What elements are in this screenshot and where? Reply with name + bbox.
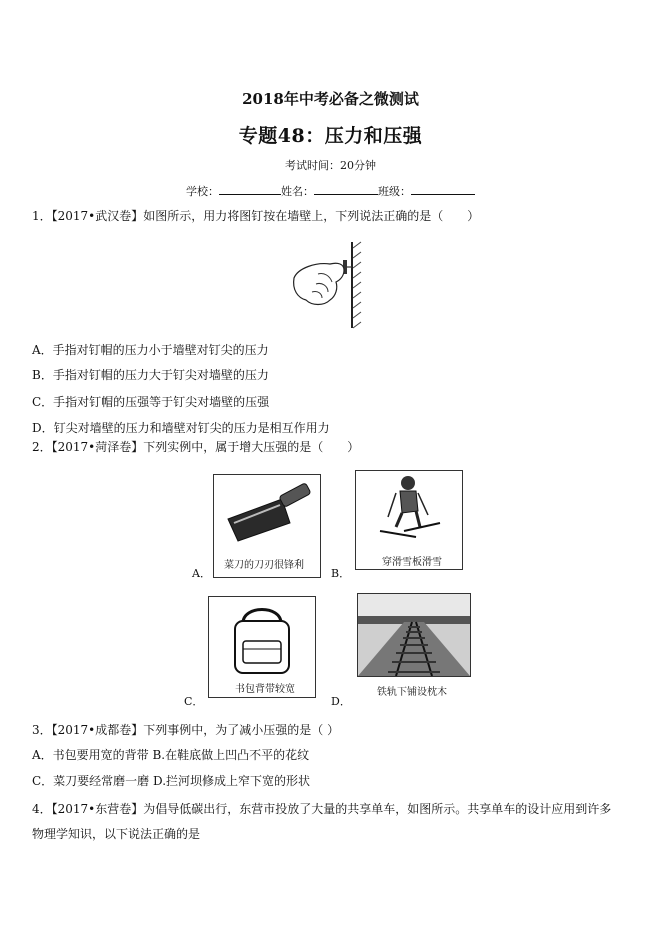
- label-d: D．: [331, 695, 351, 708]
- thumbtack-figure: [288, 240, 368, 330]
- q3-stem: 3．【2017•成都卷】下列事例中，为了减小压强的是（ ）: [32, 723, 340, 737]
- cleaver-drawing: [214, 475, 320, 555]
- railway-drawing: [358, 594, 470, 676]
- school-blank: [219, 184, 281, 195]
- label-a: A．: [192, 567, 211, 580]
- skier-drawing: [356, 471, 462, 551]
- q1-option-b: B．手指对钉帽的压力大于钉尖对墙壁的压力: [32, 368, 269, 382]
- caption-c: 书包背带较宽: [235, 684, 295, 695]
- exam-title: 2018年中考必备之微测试: [242, 90, 419, 108]
- caption-a: 菜刀的刀刃很锋利: [224, 560, 304, 571]
- wall-hatching: [353, 242, 361, 328]
- q3-option-cd: C．菜刀要经常磨一磨 D.拦河坝修成上窄下宽的形状: [32, 774, 311, 788]
- student-info-row: [0, 183, 661, 199]
- label-b: B．: [331, 567, 351, 580]
- q1-option-a: A．手指对钉帽的压力小于墙壁对钉尖的压力: [32, 343, 269, 357]
- class-label: 班级：: [378, 185, 411, 198]
- class-blank: [411, 184, 475, 195]
- topic-title: 专题48：压力和压强: [238, 125, 423, 147]
- caption-d: 铁轨下铺设枕木: [377, 687, 447, 698]
- exam-time: 考试时间：20分钟: [285, 159, 376, 172]
- name-blank: [314, 184, 378, 195]
- q1-option-d: D．钉尖对墙壁的压力和墙壁对钉尖的压力是相互作用力: [32, 421, 330, 435]
- q1-option-c: C．手指对钉帽的压强等于钉尖对墙壁的压强: [32, 395, 270, 409]
- school-label: 学校：: [186, 185, 219, 198]
- figure-railway: [357, 593, 471, 677]
- backpack-drawing: [209, 597, 315, 679]
- q4-stem-line2: 物理学知识，以下说法正确的是: [32, 827, 201, 841]
- q3-option-ab: A．书包要用宽的背带 B.在鞋底做上凹凸不平的花纹: [32, 748, 310, 762]
- label-c: C．: [184, 695, 204, 708]
- caption-b: 穿滑雪板滑雪: [382, 557, 442, 568]
- q1-stem: 1．【2017•武汉卷】如图所示，用力将图钉按在墙壁上，下列说法正确的是（ ）: [32, 209, 480, 223]
- q4-stem-line1: 4．【2017•东营卷】为倡导低碳出行，东营市投放了大量的共享单车，如图所示。共享单车的设计应用到许多: [32, 802, 612, 816]
- figure-cleaver: [213, 474, 321, 578]
- figure-skier: [355, 470, 463, 570]
- figure-backpack: [208, 596, 316, 698]
- q2-stem: 2．【2017•菏泽卷】下列实例中，属于增大压强的是（ ）: [32, 440, 360, 454]
- name-label: 姓名：: [281, 185, 314, 198]
